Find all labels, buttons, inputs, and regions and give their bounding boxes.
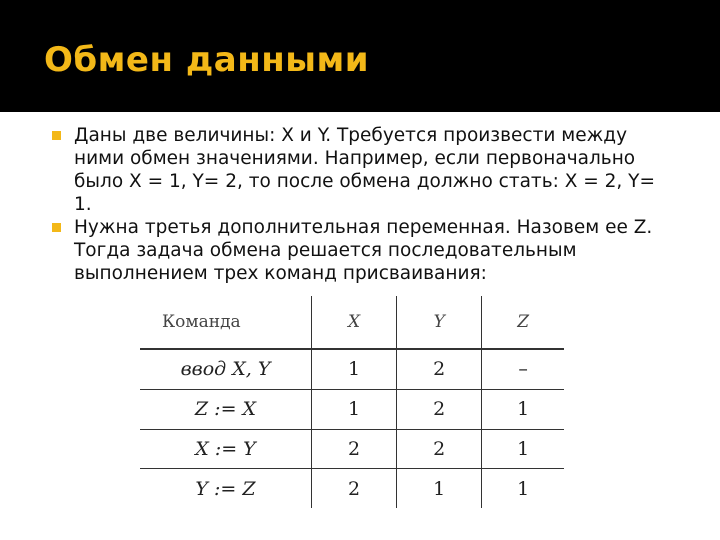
cell-y: 2 (397, 429, 482, 469)
slide-title: Обмен данными (44, 40, 370, 80)
bullet-text-1: Даны две величины: X и Y. Требуется произвести между ними обмен значениями. Например, если первоначально было X = 1, Y= 2, то после обмена должно стать: X = 2, Y= 1. (74, 125, 655, 215)
bullet-list (52, 124, 672, 285)
table-row (140, 389, 564, 429)
table-row (140, 349, 564, 389)
command-table (140, 296, 564, 508)
bullet-item-2 (52, 216, 672, 285)
cell-x: 1 (312, 349, 397, 389)
cell-y: 1 (397, 469, 482, 508)
cell-y: 2 (397, 389, 482, 429)
title-bar (0, 0, 720, 112)
cell-y: 2 (397, 349, 482, 389)
header-z: Z (482, 296, 564, 349)
cell-command: Z := X (140, 389, 312, 429)
cell-command: X := Y (140, 429, 312, 469)
table-header-row (140, 296, 564, 349)
square-bullet-icon (52, 223, 61, 232)
swap-table (140, 296, 564, 508)
cell-z: 1 (482, 429, 564, 469)
cell-z: 1 (482, 389, 564, 429)
table-row (140, 469, 564, 508)
cell-x: 2 (312, 469, 397, 508)
cell-command: Y := Z (195, 477, 256, 500)
table-row (140, 429, 564, 469)
header-x: X (312, 296, 397, 349)
bullet-text-2: Нужна третья дополнительная переменная. Назовем ее Z. Тогда задача обмена решается последовательным выполнением трех команд присваивания: (74, 217, 653, 284)
cell-z: – (482, 349, 564, 389)
header-y: Y (397, 296, 482, 349)
cell-command: ввод X, Y (140, 349, 312, 389)
square-bullet-icon (52, 131, 61, 140)
cell-z: 1 (482, 469, 564, 508)
header-command: Команда (140, 296, 312, 349)
cell-x: 2 (312, 429, 397, 469)
cell-x: 1 (312, 389, 397, 429)
bullet-item-1 (52, 124, 672, 216)
